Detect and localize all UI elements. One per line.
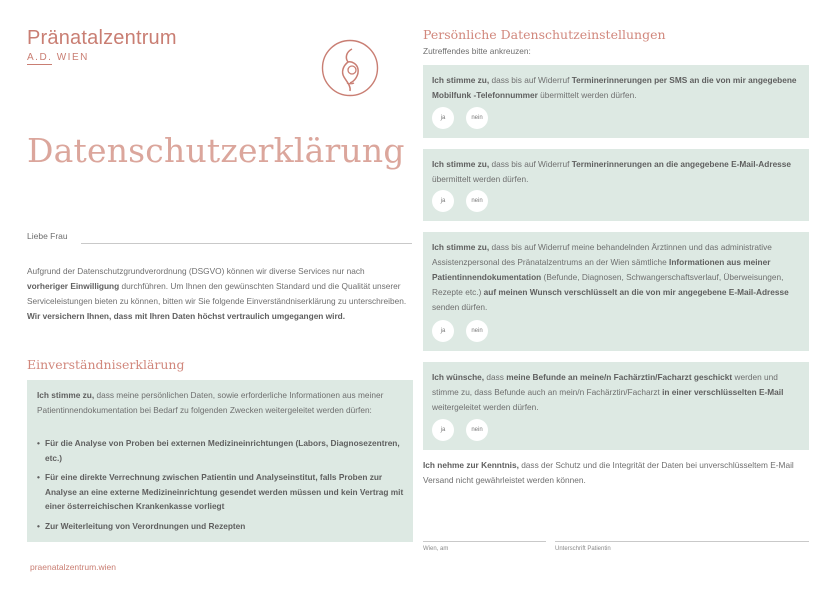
option-text [432, 73, 800, 103]
brand-city [27, 52, 89, 63]
brand-ad: A.D. [27, 52, 53, 63]
option-text-part: Terminerinnerungen per SMS an die von mir angegebene Mobilfunk -Telefonnummer [432, 75, 797, 100]
no-checkbox[interactable]: nein [466, 190, 488, 212]
acknowledgement-bold: Ich nehme zur Kenntnis, [423, 460, 519, 470]
signature-label: Unterschrift Patientin [555, 546, 611, 552]
option-text-part: Ich stimme zu, [432, 242, 490, 252]
option-text-part: dass bis auf Widerruf meine behandelnden Ärztinnen und das administrative Assistenzpersonal des Pränatalzentrums an der Wien sämtliche [432, 242, 772, 267]
option-text [432, 157, 800, 187]
yes-checkbox[interactable]: ja [432, 320, 454, 342]
list-item: • Für die Analyse von Proben bei externen Medizineinrichtungen (Labors, Diagnosezentren, etc.) [37, 436, 405, 465]
option-text-part: (Befunde, Diagnosen, Schwangerschaftsverlauf, Überweisungen, Rezepte etc.) [432, 272, 784, 297]
page-title: Datenschutzerklärung [27, 131, 405, 170]
intro-paragraph [27, 264, 407, 324]
yes-checkbox[interactable]: ja [432, 190, 454, 212]
option-text [432, 370, 800, 415]
option-text-part: dass bis auf Widerruf [489, 75, 572, 85]
pregnancy-logo-icon [321, 39, 379, 97]
option-text-part: dass [484, 372, 507, 382]
intro-bold-1: vorheriger Einwilligung [27, 281, 120, 291]
privacy-instructions: Zutreffendes bitte ankreuzen: [423, 46, 531, 56]
list-item: • Für eine direkte Verrechnung zwischen Patientin und Analyseinstitut, falls Proben zur Analyse an eine externe Medizineinrichtung gesendet werden müssen und kein Vertrag mit einer österreichischen Krankenkasse vorliegt [37, 470, 405, 514]
option-text-part: in einer verschlüsselten E-Mail [662, 387, 784, 397]
consent-lead-bold: Ich stimme zu, [37, 390, 95, 400]
intro-bold-2: Wir versichern Ihnen, dass mit Ihren Daten höchst vertraulich umgegangen wird. [27, 311, 346, 321]
option-box-findings [423, 362, 809, 450]
consent-lead-text: dass meine persönlichen Daten, sowie erforderliche Informationen aus meiner Patientinnendokumentation bei Bedarf zu folgenden Zwecken weitergeleitet werden dürfen: [37, 390, 384, 415]
option-text-part: Terminerinnerungen an die angegebene E-Mail-Adresse [571, 159, 792, 169]
intro-text-1: Aufgrund der Datenschutzgrundverordnung (DSGVO) können wir diverse Services nur nach [27, 266, 365, 276]
acknowledgement-text [423, 458, 803, 488]
option-text-part: Informationen aus meiner Patientinnendokumentation [432, 257, 771, 282]
option-text-part: weitergeleitet werden dürfen. [432, 402, 539, 412]
consent-title: Einverständniserklärung [27, 357, 185, 372]
option-text-part: werden und stimme zu, dass Befunde auch an mein/n Fachärztin/Facharzt [432, 372, 778, 397]
place-date-label: Wien, am [423, 546, 449, 552]
signature-line[interactable] [555, 541, 809, 542]
yes-checkbox[interactable]: ja [432, 107, 454, 129]
option-text-part: meine Befunde an meine/n Fachärztin/Facharzt geschickt [506, 372, 733, 382]
option-text-part: Ich stimme zu, [432, 159, 490, 169]
footer-url[interactable]: praenatalzentrum.wien [30, 562, 116, 572]
no-checkbox[interactable]: nein [466, 419, 488, 441]
salutation-name-line[interactable] [81, 243, 412, 244]
consent-purpose-list [37, 436, 405, 538]
option-text-part: dass bis auf Widerruf [489, 159, 572, 169]
brand-name: Pränatalzentrum [27, 27, 177, 49]
option-box-email-reminder [423, 149, 809, 221]
option-text [432, 240, 800, 315]
option-text-part: übermittelt werden dürfen. [432, 174, 529, 184]
option-box-sms [423, 65, 809, 138]
option-box-documentation [423, 232, 809, 351]
yes-checkbox[interactable]: ja [432, 419, 454, 441]
option-text-part: Ich wünsche, [432, 372, 485, 382]
salutation-label: Liebe Frau [27, 231, 68, 241]
acknowledgement-body: dass der Schutz und die Integrität der Daten bei unverschlüsseltem E-Mail Versand nicht gewährleistet werden können. [423, 460, 794, 485]
brand-city-name: WIEN [56, 52, 89, 63]
consent-lead [37, 388, 405, 417]
list-item: • Zur Weiterleitung von Verordnungen und Rezepten [37, 519, 405, 534]
option-text-part: übermittelt werden dürfen. [537, 90, 637, 100]
privacy-settings-title: Persönliche Datenschutzeinstellungen [423, 27, 666, 42]
option-text-part: auf meinen Wunsch verschlüsselt an die von mir angegebene E-Mail-Adresse [483, 287, 789, 297]
option-text-part: Ich stimme zu, [432, 75, 490, 85]
no-checkbox[interactable]: nein [466, 320, 488, 342]
place-date-line[interactable] [423, 541, 546, 542]
option-text-part: senden dürfen. [432, 302, 488, 312]
intro-text-2: durchführen. Um Ihnen den gewünschten Standard und die Qualität unserer Serviceleistungen bieten zu können, bitten wir Sie folgende Einverständniserklärung zu unterschreiben. [27, 281, 407, 306]
no-checkbox[interactable]: nein [466, 107, 488, 129]
